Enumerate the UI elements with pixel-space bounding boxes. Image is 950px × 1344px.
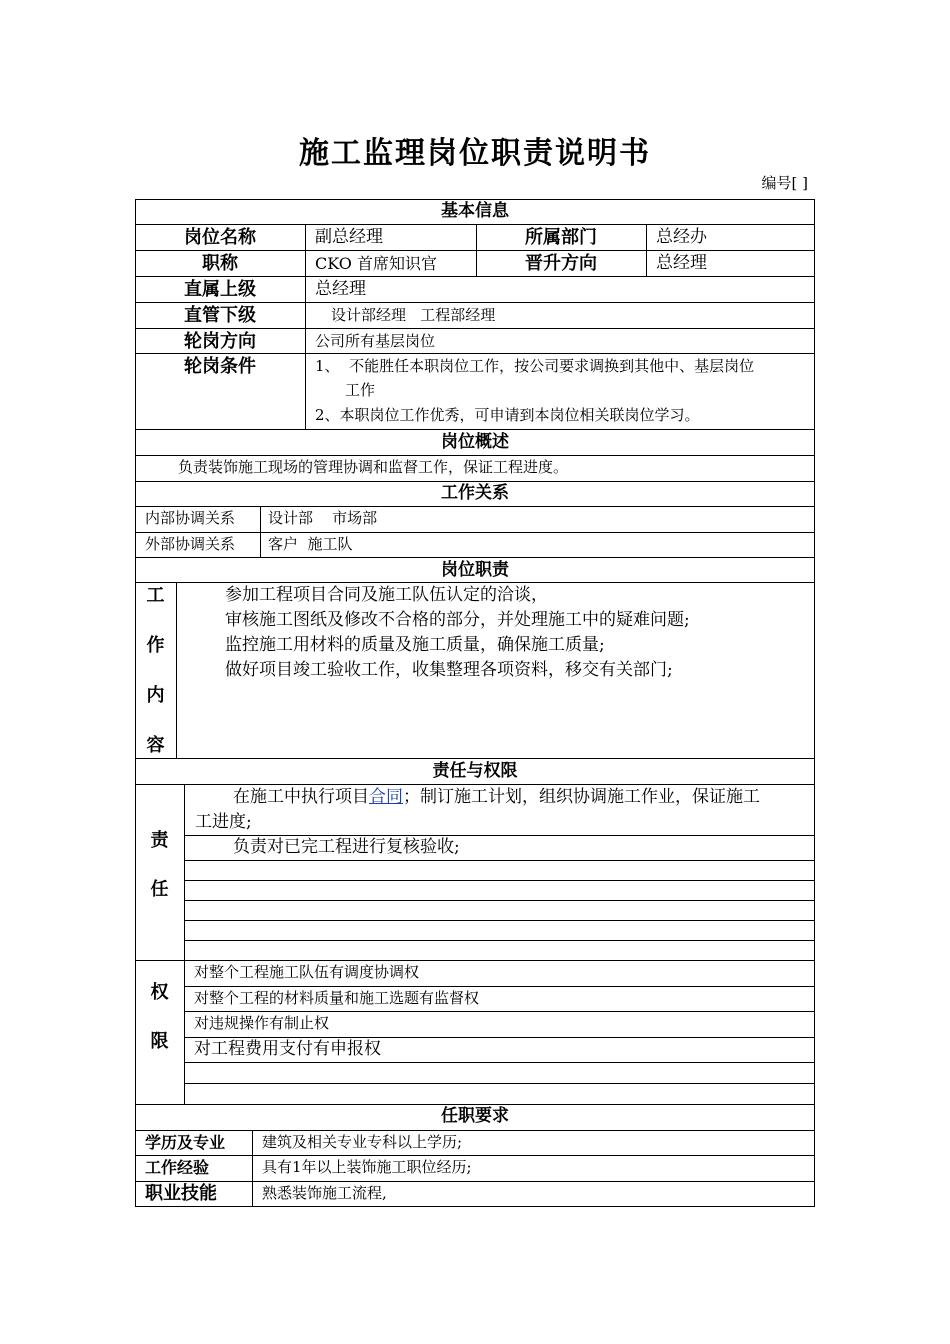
table-rule <box>135 250 815 251</box>
section-header-duties: 岗位职责 <box>441 560 509 580</box>
value-position-name: 副总经理 <box>315 227 383 247</box>
duty-item-4: 做好项目竣工验收工作，收集整理各项资料，移交有关部门; <box>225 660 673 680</box>
table-rule <box>135 582 815 583</box>
value-promotion: 总经理 <box>656 253 707 273</box>
table-rule <box>184 835 815 836</box>
label-rotation: 轮岗方向 <box>184 331 256 352</box>
label-department: 所属部门 <box>525 227 597 248</box>
table-rule <box>176 582 177 758</box>
label-external-relations: 外部协调关系 <box>145 535 236 553</box>
table-rule <box>135 276 815 277</box>
label-subordinate: 直管下级 <box>184 305 256 326</box>
label-position-name: 岗位名称 <box>184 227 256 248</box>
table-rule <box>135 353 815 354</box>
table-rule <box>184 1037 815 1038</box>
table-rule <box>135 302 815 303</box>
label-rotation-conditions: 轮岗条件 <box>184 356 256 377</box>
table-rule <box>135 784 815 785</box>
table-rule <box>252 1130 253 1207</box>
value-internal-relations: 设计部 市场部 <box>268 509 378 527</box>
authority-side-label-2: 限 <box>150 1031 169 1052</box>
responsibility-item-1 <box>233 789 760 806</box>
table-rule <box>260 506 261 557</box>
table-rule <box>184 784 185 1104</box>
duties-side-label-2: 作 <box>146 635 165 656</box>
label-internal-relations: 内部协调关系 <box>145 509 236 527</box>
rotation-condition-1: 1、 不能胜任本职岗位工作，按公司要求调换到其他中、基层岗位 <box>315 357 755 375</box>
responsibility-side-label-1: 责 <box>150 830 169 851</box>
table-rule <box>135 1181 815 1182</box>
table-rule <box>184 986 815 987</box>
section-header-requirements: 任职要求 <box>441 1106 509 1126</box>
table-rule <box>184 880 815 881</box>
value-superior: 总经理 <box>315 279 366 299</box>
value-subordinate: 设计部经理 工程部经理 <box>331 306 496 324</box>
value-title: CKO 首席知识官 <box>315 254 437 273</box>
section-header-authority: 责任与权限 <box>432 761 518 781</box>
authority-item-3: 对违规操作有制止权 <box>194 1014 330 1032</box>
table-rule <box>135 1104 815 1105</box>
rotation-condition-2: 2、本职岗位工作优秀，可申请到本岗位相关联岗位学习。 <box>315 406 700 424</box>
table-rule <box>184 1011 815 1012</box>
table-rule <box>135 758 815 759</box>
table-rule <box>135 506 815 507</box>
rotation-condition-1-cont: 工作 <box>345 381 376 399</box>
table-rule <box>135 455 815 456</box>
authority-item-4: 对工程费用支付有申报权 <box>194 1039 381 1059</box>
contract-link[interactable]: 合同 <box>369 787 403 807</box>
value-department: 总经办 <box>656 227 707 247</box>
table-rule <box>135 557 815 558</box>
table-rule <box>646 224 647 276</box>
label-superior: 直属上级 <box>184 279 256 300</box>
table-rule <box>184 860 815 861</box>
label-title: 职称 <box>202 253 238 274</box>
responsibility-item-2: 负责对已完工程进行复核验收; <box>233 837 460 857</box>
table-rule <box>184 940 815 941</box>
document-title: 施工监理岗位职责说明书 <box>299 136 651 171</box>
table-rule <box>184 900 815 901</box>
duties-side-label-4: 容 <box>146 735 165 756</box>
table-rule <box>135 429 815 430</box>
table-rule <box>135 1155 815 1156</box>
duty-item-1: 参加工程项目合同及施工队伍认定的洽谈， <box>225 585 548 605</box>
document-number: 编号[ ] <box>761 174 808 192</box>
authority-item-2: 对整个工程的材料质量和施工选题有监督权 <box>194 989 480 1007</box>
duty-item-2: 审核施工图纸及修改不合格的部分，并处理施工中的疑难问题; <box>225 610 690 630</box>
overview-text: 负责装饰施工现场的管理协调和监督工作，保证工程进度。 <box>178 458 569 476</box>
authority-item-1: 对整个工程施工队伍有调度协调权 <box>194 963 420 981</box>
value-rotation: 公司所有基层岗位 <box>315 332 436 350</box>
value-skills: 熟悉装饰施工流程, <box>262 1184 387 1202</box>
duties-side-label-1: 工 <box>146 585 165 606</box>
table-rule <box>135 532 815 533</box>
label-education: 学历及专业 <box>145 1133 226 1152</box>
value-experience: 具有1年以上装饰施工职位经历; <box>262 1158 472 1176</box>
table-rule <box>305 224 306 429</box>
table-rule <box>135 328 815 329</box>
label-promotion: 晋升方向 <box>525 253 597 274</box>
table-rule <box>135 960 815 961</box>
label-skills: 职业技能 <box>145 1183 217 1204</box>
table-rule <box>135 481 815 482</box>
section-header-overview: 岗位概述 <box>441 432 509 452</box>
table-rule <box>135 224 815 225</box>
section-header-relations: 工作关系 <box>441 483 509 503</box>
label-experience: 工作经验 <box>145 1158 210 1177</box>
section-header-basic: 基本信息 <box>441 201 509 221</box>
responsibility-item-1-pre: 在施工中执行项目 <box>233 787 369 807</box>
authority-side-label-1: 权 <box>150 982 169 1003</box>
table-rule <box>184 920 815 921</box>
table-rule <box>184 1083 815 1084</box>
table-rule <box>135 1130 815 1131</box>
value-education: 建筑及相关专业专科以上学历; <box>262 1133 463 1151</box>
value-external-relations: 客户 施工队 <box>268 535 353 553</box>
responsibility-item-1-cont: 工进度; <box>195 812 252 832</box>
responsibility-item-1-post: ；制订施工计划，组织协调施工作业，保证施工 <box>403 787 760 807</box>
responsibility-side-label-2: 任 <box>150 879 169 900</box>
table-rule <box>184 1062 815 1063</box>
duty-item-3: 监控施工用材料的质量及施工质量，确保施工质量; <box>225 635 605 655</box>
duties-side-label-3: 内 <box>146 685 165 706</box>
